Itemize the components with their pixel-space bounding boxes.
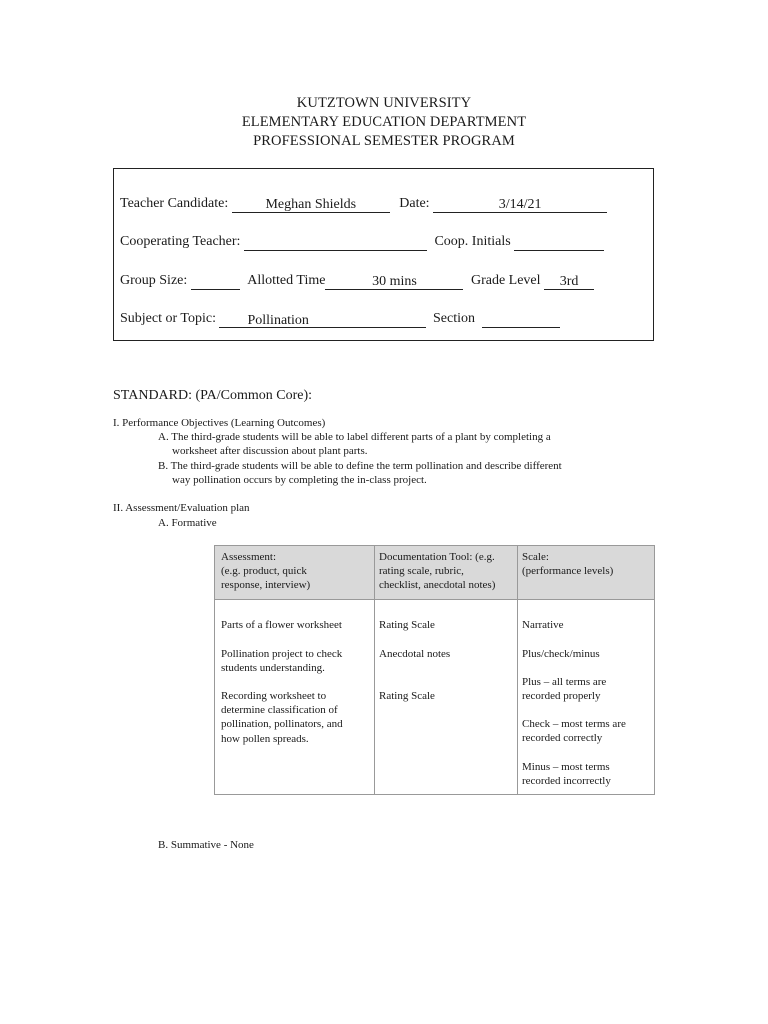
allotted-time-field[interactable]: 30 mins — [325, 273, 463, 290]
header-cell-documentation-tool: Documentation Tool: (e.g. rating scale, rubric, checklist, anecdotal notes) — [379, 551, 496, 592]
objectives-heading: I. Performance Objectives (Learning Outcomes) — [113, 417, 326, 429]
header-cell-scale: Scale: (performance levels) — [522, 551, 614, 578]
grade-level-field[interactable]: 3rd — [544, 273, 594, 290]
summative-heading: B. Summative - None — [158, 839, 254, 851]
objective-b-line2: way pollination occurs by completing the in-class project. — [172, 474, 427, 486]
row-teacher-candidate — [120, 195, 607, 213]
table-cell-scale-1: Narrative — [522, 619, 564, 631]
table-cell-assessment-1: Parts of a flower worksheet — [221, 619, 342, 631]
table-cell-scale-4: Check – most terms are recorded correctly — [522, 718, 626, 745]
table-cell-tool-3: Rating Scale — [379, 690, 435, 702]
objective-b-line1: B. The third-grade students will be able to define the term pollination and describe different — [158, 460, 562, 472]
allotted-time-label: Allotted Time — [247, 273, 326, 288]
table-cell-scale-3: Plus – all terms are recorded properly — [522, 676, 607, 703]
row-cooperating-teacher — [120, 233, 604, 251]
department-name: ELEMENTARY EDUCATION DEPARTMENT — [241, 114, 527, 130]
header-cell-assessment: Assessment: (e.g. product, quick response, interview) — [221, 551, 311, 592]
group-size-label: Group Size: — [120, 273, 188, 288]
column-divider — [517, 546, 518, 794]
table-cell-tool-1: Rating Scale — [379, 619, 435, 631]
teacher-candidate-field[interactable]: Meghan Shields — [232, 196, 390, 213]
section-label: Section — [432, 311, 475, 326]
column-divider — [374, 546, 375, 794]
formative-heading: A. Formative — [158, 517, 217, 529]
cooperating-teacher-field[interactable] — [244, 234, 427, 251]
group-size-field[interactable] — [191, 273, 240, 290]
table-cell-tool-2: Anecdotal notes — [379, 648, 451, 660]
table-cell-scale-5: Minus – most terms recorded incorrectly — [522, 761, 611, 788]
section-field[interactable] — [482, 311, 560, 328]
coop-initials-label: Coop. Initials — [434, 234, 511, 249]
table-cell-scale-2: Plus/check/minus — [522, 648, 600, 660]
assessment-table — [214, 545, 655, 795]
date-label: Date: — [399, 196, 430, 211]
subject-field[interactable]: Pollination — [219, 312, 426, 328]
subject-label: Subject or Topic: — [120, 311, 216, 326]
assessment-heading: II. Assessment/Evaluation plan — [113, 502, 250, 514]
standard-heading: STANDARD: (PA/Common Core): — [113, 388, 313, 403]
lesson-info-box — [113, 168, 654, 341]
cooperating-teacher-label: Cooperating Teacher: — [120, 234, 241, 249]
row-group-size — [120, 272, 594, 290]
objective-a-line1: A. The third-grade students will be able to label different parts of a plant by completing a — [158, 431, 551, 443]
coop-initials-field[interactable] — [514, 234, 604, 251]
teacher-candidate-label: Teacher Candidate: — [120, 196, 229, 211]
row-subject — [120, 310, 560, 328]
document-header — [0, 94, 768, 151]
date-field[interactable]: 3/14/21 — [433, 196, 607, 213]
university-name: KUTZTOWN UNIVERSITY — [296, 95, 472, 111]
table-cell-assessment-2: Pollination project to check students understanding. — [221, 648, 343, 675]
objective-a-line2: worksheet after discussion about plant parts. — [172, 445, 368, 457]
table-cell-assessment-3: Recording worksheet to determine classification of pollination, pollinators, and how pollen spreads. — [221, 690, 343, 745]
program-name: PROFESSIONAL SEMESTER PROGRAM — [253, 133, 515, 149]
grade-level-label: Grade Level — [470, 273, 541, 288]
